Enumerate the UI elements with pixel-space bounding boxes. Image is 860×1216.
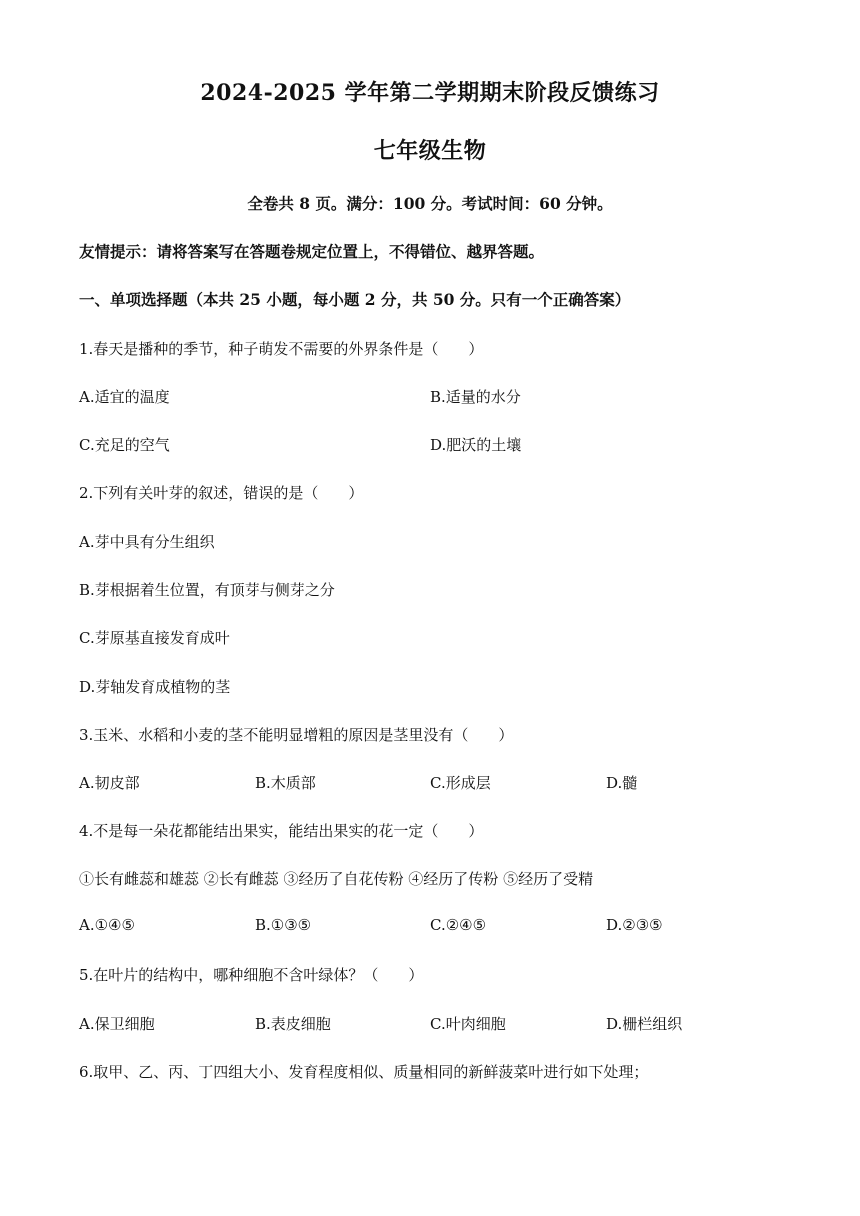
section-title: 一、单项选择题（本共 25 小题，每小题 2 分，共 50 分。只有一个正确答案） [79, 290, 631, 309]
question-4-stem: 4.不是每一朵花都能结出果实，能结出果实的花一定（ ） [79, 822, 484, 840]
question-4-option-d: D.②③⑤ [606, 916, 663, 934]
question-1-option-c: C.充足的空气 [79, 436, 170, 454]
question-1-option-d: D.肥沃的土壤 [430, 436, 522, 454]
question-3-option-c: C.形成层 [430, 774, 491, 792]
question-2-option-a: A.芽中具有分生组织 [79, 533, 215, 551]
question-2-option-b: B.芽根据着生位置，有顶芽与侧芽之分 [79, 581, 335, 599]
question-3-option-d: D.髓 [606, 774, 638, 792]
question-1-option-b: B.适量的水分 [430, 388, 521, 406]
friendly-tip: 友情提示：请将答案写在答题卷规定位置上，不得错位、越界答题。 [79, 242, 545, 261]
question-4-option-c: C.②④⑤ [430, 916, 487, 934]
question-2-option-d: D.芽轴发育成植物的茎 [79, 678, 231, 696]
question-5-stem: 5.在叶片的结构中，哪种细胞不含叶绿体？（ ） [79, 966, 424, 984]
question-4-option-a: A.①④⑤ [79, 916, 135, 934]
question-1-option-a: A.适宜的温度 [79, 388, 170, 406]
question-5-option-c: C.叶肉细胞 [430, 1015, 506, 1033]
exam-subject: 七年级生物 [373, 138, 487, 164]
question-6-stem: 6.取甲、乙、丙、丁四组大小、发育程度相似、质量相同的新鲜菠菜叶进行如下处理； [79, 1063, 649, 1081]
question-2-option-c: C.芽原基直接发育成叶 [79, 629, 230, 647]
question-3-option-a: A.韧皮部 [79, 774, 140, 792]
question-4-option-b: B.①③⑤ [255, 916, 312, 934]
question-2-stem: 2.下列有关叶芽的叙述，错误的是（ ） [79, 484, 364, 502]
question-4-statements: ①长有雌蕊和雄蕊 ②长有雌蕊 ③经历了自花传粉 ④经历了传粉 ⑤经历了受精 [79, 870, 594, 888]
question-5-option-a: A.保卫细胞 [79, 1015, 155, 1033]
question-5-option-d: D.栅栏组织 [606, 1015, 683, 1033]
exam-title: 2024-2025 学年第二学期期末阶段反馈练习 [200, 80, 660, 106]
exam-info: 全卷共 8 页。满分：100 分。考试时间：60 分钟。 [247, 194, 613, 213]
question-1-stem: 1.春天是播种的季节，种子萌发不需要的外界条件是（ ） [79, 340, 484, 358]
question-3-option-b: B.木质部 [255, 774, 316, 792]
question-5-option-b: B.表皮细胞 [255, 1015, 331, 1033]
question-3-stem: 3.玉米、水稻和小麦的茎不能明显增粗的原因是茎里没有（ ） [79, 726, 514, 744]
